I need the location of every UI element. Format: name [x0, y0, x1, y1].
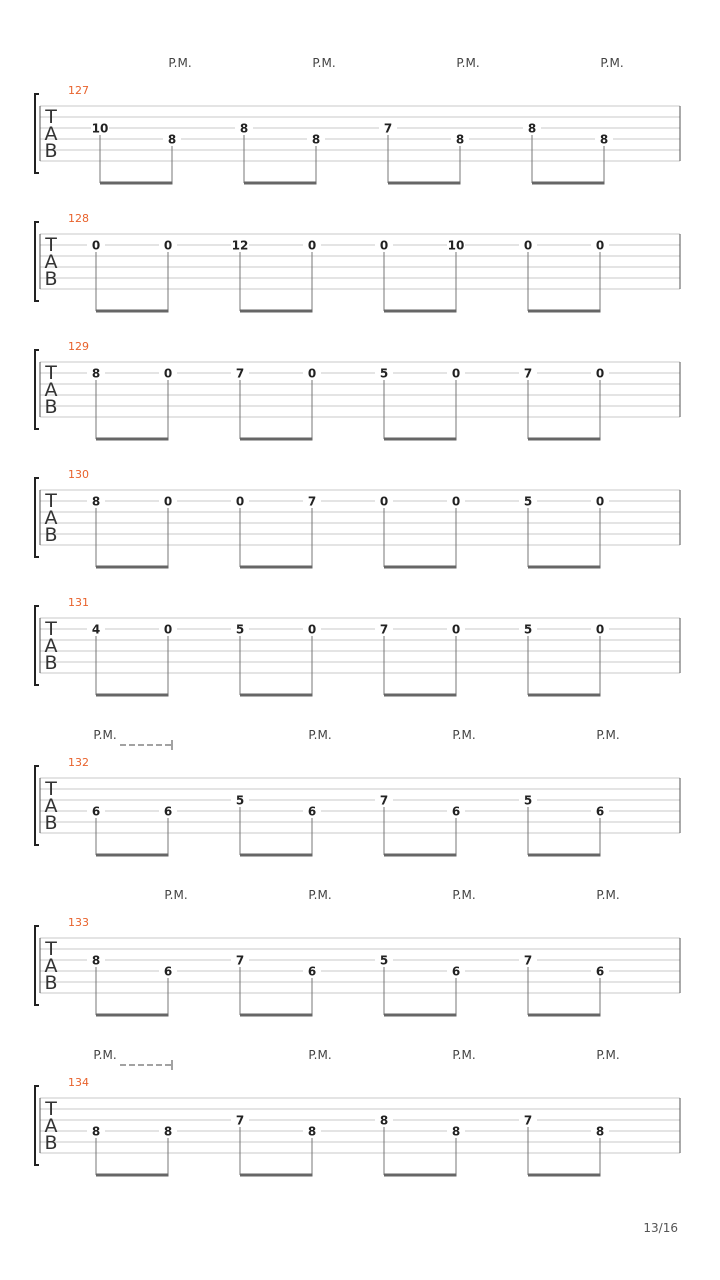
tab-clef-letter: B — [44, 1132, 58, 1154]
fret-number: 8 — [163, 1124, 173, 1139]
fret-number: 0 — [163, 366, 173, 381]
fret-number: 4 — [91, 622, 101, 637]
palm-mute-label: P.M. — [312, 56, 336, 70]
fret-number: 8 — [455, 132, 465, 147]
fret-number: 8 — [167, 132, 177, 147]
eighth-beam — [528, 1014, 601, 1017]
measure-number: 132 — [68, 756, 89, 769]
palm-mute-label: P.M. — [93, 728, 117, 742]
fret-number: 8 — [91, 1124, 101, 1139]
tab-clef-letter: T — [45, 778, 57, 800]
tab-clef-letter: B — [44, 812, 58, 834]
system-bracket — [35, 222, 39, 301]
fret-number: 6 — [451, 804, 461, 819]
tab-clef-letter: T — [45, 490, 57, 512]
fret-number: 0 — [595, 238, 605, 253]
fret-number: 0 — [595, 494, 605, 509]
palm-mute-label: P.M. — [456, 56, 480, 70]
fret-number: 7 — [235, 1113, 245, 1128]
tab-system-130 — [35, 468, 680, 569]
eighth-beam — [384, 854, 457, 857]
fret-number: 0 — [163, 622, 173, 637]
fret-number: 0 — [235, 494, 245, 509]
eighth-beam — [240, 854, 313, 857]
tab-clef-letter: A — [44, 795, 58, 817]
fret-number: 8 — [307, 1124, 317, 1139]
eighth-beam — [384, 566, 457, 569]
tab-clef-letter: T — [45, 362, 57, 384]
fret-number: 0 — [595, 622, 605, 637]
fret-number: 0 — [307, 238, 317, 253]
palm-mute-label: P.M. — [164, 888, 188, 902]
fret-number: 6 — [307, 804, 317, 819]
palm-mute-label: P.M. — [596, 888, 620, 902]
tab-clef-letter: T — [45, 1098, 57, 1120]
system-bracket — [35, 1086, 39, 1165]
fret-number: 8 — [379, 1113, 389, 1128]
fret-number: 10 — [91, 121, 109, 136]
palm-mute-label: P.M. — [308, 888, 332, 902]
fret-number: 8 — [91, 953, 101, 968]
measure-number: 128 — [68, 212, 89, 225]
fret-number: 7 — [523, 1113, 533, 1128]
fret-number: 5 — [523, 494, 533, 509]
fret-number: 5 — [379, 953, 389, 968]
palm-mute-label: P.M. — [308, 728, 332, 742]
fret-number: 6 — [163, 964, 173, 979]
eighth-beam — [528, 854, 601, 857]
tab-clef-letter: B — [44, 524, 58, 546]
fret-number: 8 — [91, 366, 101, 381]
fret-number: 0 — [163, 238, 173, 253]
fret-number: 0 — [451, 494, 461, 509]
tab-system-134 — [35, 1048, 680, 1177]
fret-number: 7 — [235, 953, 245, 968]
tab-clef-letter: A — [44, 635, 58, 657]
fret-number: 7 — [307, 494, 317, 509]
eighth-beam — [384, 1174, 457, 1177]
eighth-beam — [96, 854, 169, 857]
tab-system-128 — [35, 212, 680, 313]
tab-clef-letter: A — [44, 507, 58, 529]
palm-mute-label: P.M. — [600, 56, 624, 70]
fret-number: 8 — [91, 494, 101, 509]
tab-clef-letter: A — [44, 251, 58, 273]
fret-number: 7 — [379, 793, 389, 808]
fret-number: 5 — [523, 793, 533, 808]
eighth-beam — [384, 438, 457, 441]
measure-number: 133 — [68, 916, 89, 929]
eighth-beam — [528, 310, 601, 313]
eighth-beam — [240, 1174, 313, 1177]
tab-system-131 — [35, 596, 680, 697]
fret-number: 6 — [307, 964, 317, 979]
eighth-beam — [384, 694, 457, 697]
tab-system-132 — [35, 728, 680, 857]
eighth-beam — [532, 182, 605, 185]
measure-number: 127 — [68, 84, 89, 97]
tab-clef-letter: A — [44, 1115, 58, 1137]
measure-number: 130 — [68, 468, 89, 481]
fret-number: 7 — [523, 953, 533, 968]
tab-clef-letter: A — [44, 379, 58, 401]
palm-mute-label: P.M. — [596, 1048, 620, 1062]
eighth-beam — [240, 566, 313, 569]
tab-clef-letter: T — [45, 106, 57, 128]
eighth-beam — [384, 310, 457, 313]
fret-number: 5 — [235, 793, 245, 808]
system-bracket — [35, 350, 39, 429]
fret-number: 0 — [163, 494, 173, 509]
system-bracket — [35, 766, 39, 845]
palm-mute-label: P.M. — [596, 728, 620, 742]
eighth-beam — [96, 694, 169, 697]
fret-number: 6 — [595, 964, 605, 979]
tab-clef-letter: B — [44, 652, 58, 674]
tab-system-129 — [35, 340, 680, 441]
eighth-beam — [96, 1174, 169, 1177]
eighth-beam — [388, 182, 461, 185]
fret-number: 0 — [307, 622, 317, 637]
system-bracket — [35, 926, 39, 1005]
palm-mute-label: P.M. — [168, 56, 192, 70]
eighth-beam — [96, 310, 169, 313]
fret-number: 8 — [595, 1124, 605, 1139]
fret-number: 7 — [383, 121, 393, 136]
eighth-beam — [528, 438, 601, 441]
fret-number: 7 — [379, 622, 389, 637]
eighth-beam — [528, 1174, 601, 1177]
fret-number: 0 — [523, 238, 533, 253]
system-bracket — [35, 94, 39, 173]
eighth-beam — [240, 438, 313, 441]
fret-number: 8 — [311, 132, 321, 147]
eighth-beam — [100, 182, 173, 185]
palm-mute-label: P.M. — [452, 728, 476, 742]
fret-number: 0 — [379, 494, 389, 509]
fret-number: 6 — [595, 804, 605, 819]
system-bracket — [35, 478, 39, 557]
tab-clef-letter: T — [45, 618, 57, 640]
eighth-beam — [240, 310, 313, 313]
fret-number: 8 — [527, 121, 537, 136]
fret-number: 0 — [307, 366, 317, 381]
fret-number: 0 — [451, 622, 461, 637]
fret-number: 6 — [163, 804, 173, 819]
measure-number: 131 — [68, 596, 89, 609]
tab-clef-letter: T — [45, 938, 57, 960]
palm-mute-label: P.M. — [93, 1048, 117, 1062]
tab-system-127 — [35, 56, 680, 185]
palm-mute-label: P.M. — [452, 888, 476, 902]
fret-number: 5 — [523, 622, 533, 637]
fret-number: 0 — [451, 366, 461, 381]
eighth-beam — [528, 694, 601, 697]
fret-number: 10 — [447, 238, 465, 253]
eighth-beam — [96, 438, 169, 441]
fret-number: 7 — [523, 366, 533, 381]
eighth-beam — [240, 1014, 313, 1017]
eighth-beam — [96, 1014, 169, 1017]
tab-clef-letter: B — [44, 396, 58, 418]
tab-system-133 — [35, 888, 680, 1017]
palm-mute-label: P.M. — [452, 1048, 476, 1062]
fret-number: 7 — [235, 366, 245, 381]
tab-clef-letter: B — [44, 268, 58, 290]
fret-number: 6 — [91, 804, 101, 819]
fret-number: 0 — [379, 238, 389, 253]
eighth-beam — [96, 566, 169, 569]
measure-number: 134 — [68, 1076, 89, 1089]
page-number: 13/16 — [643, 1221, 678, 1235]
tab-clef-letter: T — [45, 234, 57, 256]
fret-number: 8 — [599, 132, 609, 147]
eighth-beam — [244, 182, 317, 185]
fret-number: 5 — [235, 622, 245, 637]
palm-mute-label: P.M. — [308, 1048, 332, 1062]
fret-number: 5 — [379, 366, 389, 381]
fret-number: 8 — [239, 121, 249, 136]
fret-number: 6 — [451, 964, 461, 979]
system-bracket — [35, 606, 39, 685]
fret-number: 12 — [231, 238, 249, 253]
tab-clef-letter: B — [44, 972, 58, 994]
fret-number: 8 — [451, 1124, 461, 1139]
measure-number: 129 — [68, 340, 89, 353]
eighth-beam — [240, 694, 313, 697]
tab-clef-letter: B — [44, 140, 58, 162]
eighth-beam — [528, 566, 601, 569]
fret-number: 0 — [91, 238, 101, 253]
fret-number: 0 — [595, 366, 605, 381]
tab-clef-letter: A — [44, 123, 58, 145]
tab-clef-letter: A — [44, 955, 58, 977]
eighth-beam — [384, 1014, 457, 1017]
